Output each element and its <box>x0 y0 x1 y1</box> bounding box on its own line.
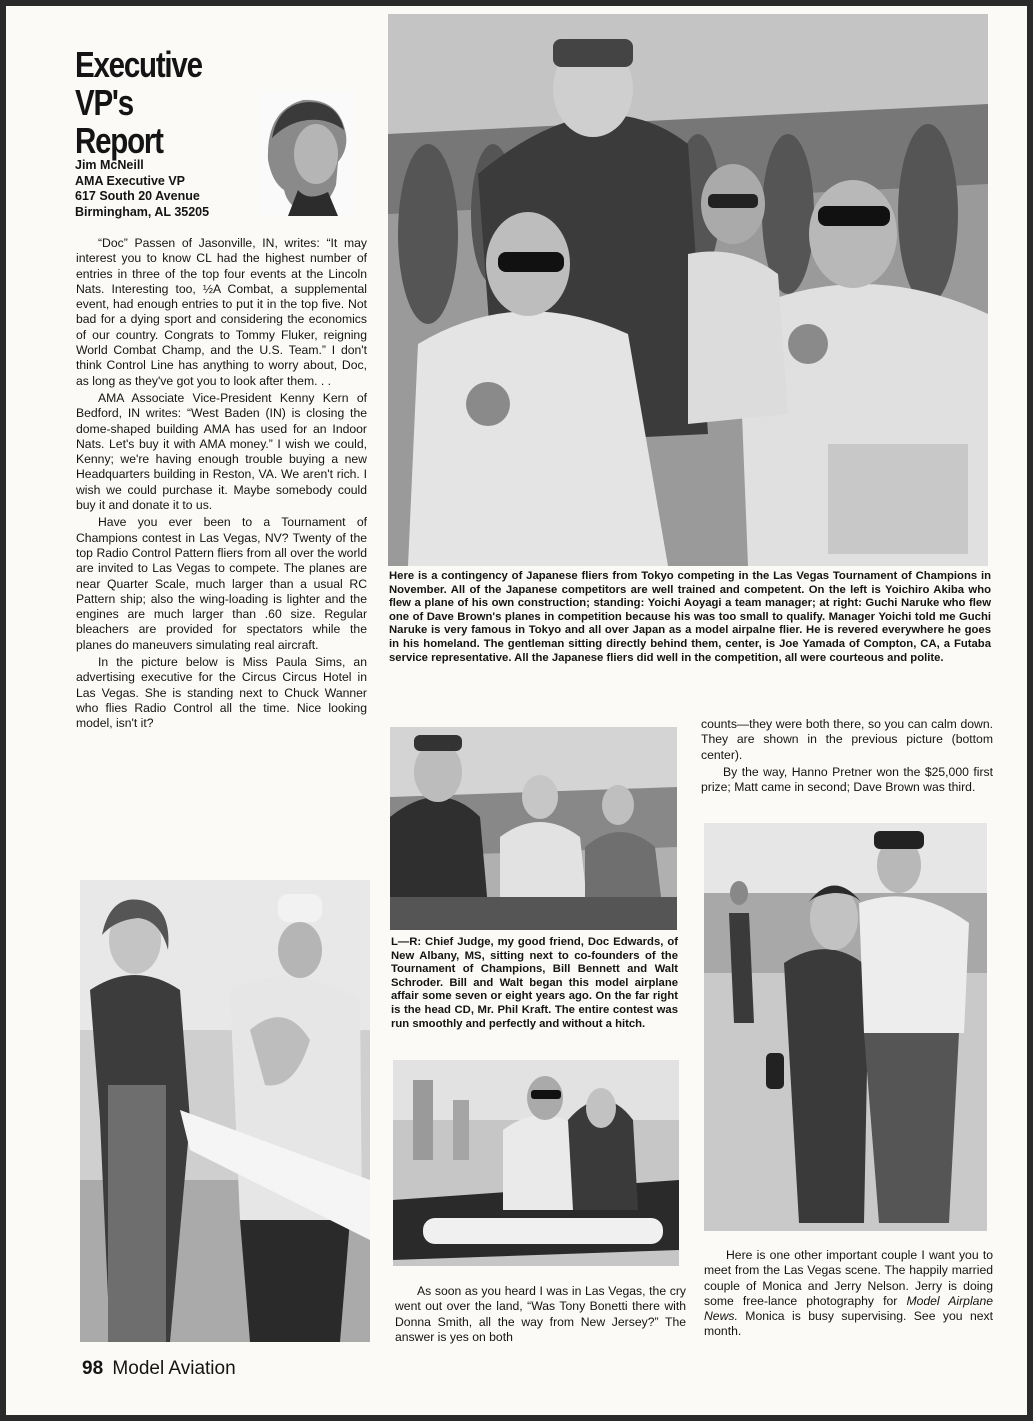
japanese-fliers-photo <box>388 14 988 566</box>
column-1-text <box>76 236 367 734</box>
article-title <box>75 46 239 160</box>
paragraph: AMA Associate Vice-President Kenny Kern of Bedford, IN writes: “West Baden (IN) is closing the dome-shaped building AMA has used for an Indoor Nats. Let's buy it with AMA money.” I wish we could, Kenny; we're having enough trouble buying a new Headquarters building in Reston, VA. We aren't rich. I wish we could purchase it. Maybe somebody could buy it and donate it to us. <box>76 390 367 513</box>
paragraph: “Doc” Passen of Jasonville, IN, writes: “It may interest you to know CL had the highest number of entries in three of the top four events at the Lincoln Nats. Interesting too, ½A Combat, a supplemental event, had enough entries to put it in the top five. Not bad for a dying sport and considering the economics of our country. Congrats to Tommy Fluker, reigning World Combat Champ, and the U.S. Team.” I don't think Control Line has anything to worry about, Doc, as long as they've got you to look after them. . . <box>76 236 367 388</box>
page-footer <box>82 1358 236 1380</box>
japanese-fliers-caption: Here is a contingency of Japanese fliers from Tokyo competing in the Las Vegas Tournament of Champions in November. All of the Japanese competitors are well trained and competent. On the left is Yoichiro Akiba who flew a plane of his own construction; standing: Yoichi Aoyagi a team manager; at right: Guchi Naruke who flew one of Dave Brown's planes in competition because his was too small to qualify. Manager Yoichi told me Guchi Naruke is very famous in Tokyo and all over Japan as a model airpalne flier. He is revered everywhere he goes in his homeland. The gentleman sitting directly behind them, center, is Joe Yamada of Compton, CA, a Futaba service representative. All the Japanese fliers did well in the competition, all were courteous and polite. <box>389 570 991 664</box>
author-name: Jim McNeill <box>75 158 144 172</box>
bonetti-smith-photo <box>393 1060 679 1266</box>
judges-photo <box>390 727 677 930</box>
title-line-1: Executive VP's <box>75 44 202 123</box>
paragraph-text: Here is one other important couple I want you to meet from the Las Vegas scene. The happily married couple of Monica and Jerry Nelson. Jerry is doing some free-lance photography for <box>704 1248 993 1308</box>
column-2-text <box>395 1284 686 1347</box>
magazine-title-italic: Model Airplane News. <box>704 1293 994 1324</box>
paragraph <box>704 1248 993 1340</box>
paragraph: Have you ever been to a Tournament of Champions contest in Las Vegas, NV? Twenty of the top Radio Control Pattern fliers from all over the world are invited to Las Vegas to compete. The planes are near Quarter Scale, much larger than a usual RC Pattern ship; also the wing-loading is lighter and the engines are much larger than .60 size. Regular bleachers are provided for spectators while the planes do maneuvers simulating real aircraft. <box>76 515 367 652</box>
paula-sims-photo <box>80 880 370 1342</box>
paragraph-text: Monica is busy supervising. See you next month. <box>704 1309 993 1339</box>
paragraph: As soon as you heard I was in Las Vegas, the cry went out over the land, “Was Tony Bonetti there with Donna Smith, all the way from New Jersey?” The answer is yes on both <box>395 1284 686 1344</box>
judges-caption: L—R: Chief Judge, my good friend, Doc Edwards, of New Albany, MS, sitting next to co-founders of the Tournament of Champions, Bill Bennett and Walt Schroder. Bill and Walt began this model airplane affair some seven or eight years ago. On the far right is the head CD, Mr. Phil Kraft. The entire contest was run smoothly and perfectly and without a hitch. <box>391 936 678 1030</box>
author-address-line-1: 617 South 20 Avenue <box>75 189 200 203</box>
author-byline <box>75 158 275 220</box>
page-number: 98 <box>82 1358 104 1379</box>
nelson-couple-photo <box>704 823 987 1231</box>
author-address-line-2: Birmingham, AL 35205 <box>75 204 210 219</box>
column-3-text-bottom <box>704 1248 993 1342</box>
column-3-text-top <box>701 717 993 797</box>
title-line-2: Report <box>75 120 163 161</box>
paragraph: By the way, Hanno Pretner won the $25,000 first prize; Matt came in second; Dave Brown was third. <box>701 764 993 795</box>
paragraph: In the picture below is Miss Paula Sims, an advertising executive for the Circus Circus Hotel in Las Vegas. She is standing next to Chuck Wanner who flies Radio Control all the time. Nice looking model, isn't it? <box>76 655 367 731</box>
magazine-name: Model Aviation <box>112 1358 236 1379</box>
paragraph: counts—they were both there, so you can calm down. They are shown in the previous picture (bottom center). <box>701 717 993 762</box>
author-role: AMA Executive VP <box>75 173 185 188</box>
